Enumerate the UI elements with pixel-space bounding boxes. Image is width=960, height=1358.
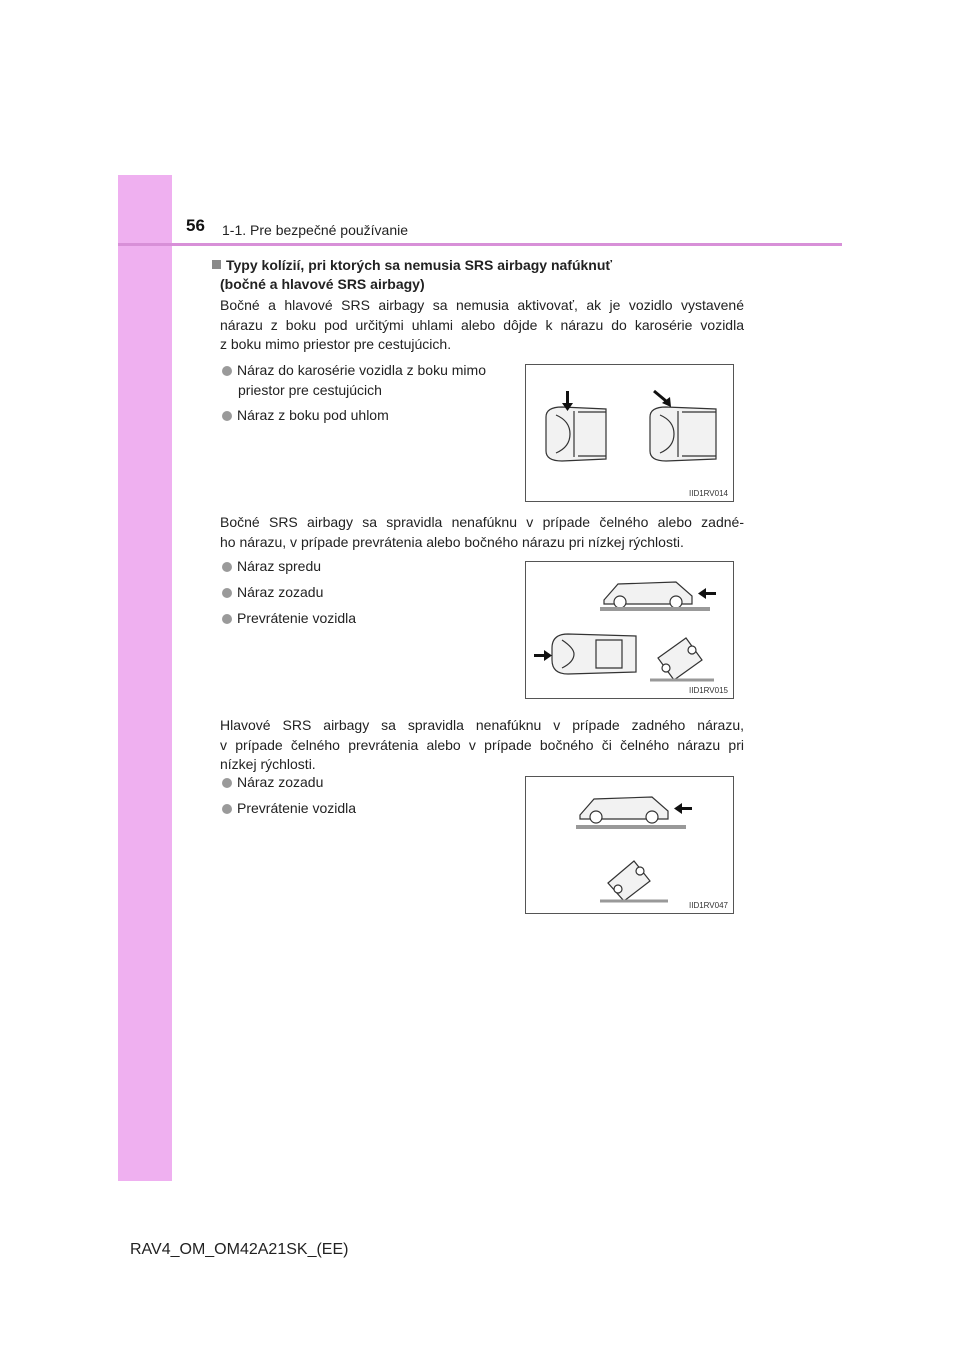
paragraph-side-head-airbags — [220, 296, 744, 355]
page-number: 56 — [186, 216, 205, 235]
list-item: Náraz zozadu — [222, 583, 323, 603]
bullet-dot-icon — [222, 804, 232, 814]
list-item: Prevrátenie vozidla — [222, 799, 356, 819]
list-item: Náraz z boku pod uhlom — [222, 406, 389, 426]
bullet-dot-icon — [222, 778, 232, 788]
paragraph-line: nárazu z boku pod určitými uhlami alebo dôjde k nárazu do karosérie vozidla — [220, 316, 744, 333]
paragraph-line: Bočné SRS airbagy sa spravidla nenafúknu v prípade čelného alebo zadné- — [220, 514, 744, 530]
car-top-view-illustration — [526, 365, 733, 501]
list-item: Náraz spredu — [222, 557, 321, 577]
heading-line-1: Typy kolízií, pri ktorých sa nemusia SRS airbagy nafúknuť — [226, 257, 613, 273]
car-collision-illustration — [526, 562, 733, 698]
figure-front-rear-rollover — [525, 561, 734, 699]
list-item: Náraz do karosérie vozidla z boku mimo priestor pre cestujúcich — [222, 361, 486, 400]
footer-doc-code: RAV4_OM_OM42A21SK_(EE) — [130, 1241, 349, 1258]
figure-code: IID1RV015 — [689, 686, 728, 695]
list-item: Náraz zozadu — [222, 773, 323, 793]
figure-code: IID1RV047 — [689, 901, 728, 910]
paragraph-line: z boku mimo priestor pre cestujúcich. — [220, 336, 452, 352]
bullet-dot-icon — [222, 411, 232, 421]
paragraph-line: v prípade čelného prevrátenia alebo v prípade bočného či čelného nárazu pri — [220, 736, 744, 753]
bullet-dot-icon — [222, 562, 232, 572]
side-tab-strip — [118, 175, 172, 1181]
car-rear-rollover-illustration — [526, 777, 733, 913]
paragraph-side-airbags — [220, 513, 744, 552]
bullet-dot-icon — [222, 614, 232, 624]
chapter-title: 1-1. Pre bezpečné používanie — [222, 222, 409, 238]
paragraph-line: nízkej rýchlosti. — [220, 756, 316, 772]
header-divider — [118, 243, 842, 246]
paragraph-line: ho nárazu, v prípade prevrátenia alebo bočného nárazu pri nízkej rýchlosti. — [220, 533, 684, 550]
heading-line-2: (bočné a hlavové SRS airbagy) — [220, 276, 425, 292]
bullet-dot-icon — [222, 588, 232, 598]
square-bullet-icon — [212, 260, 221, 269]
paragraph-head-airbags — [220, 716, 744, 775]
paragraph-line: Bočné a hlavové SRS airbagy sa nemusia aktivovať, ak je vozidlo vystavené — [220, 297, 744, 313]
list-item: Prevrátenie vozidla — [222, 609, 356, 629]
figure-side-impacts — [525, 364, 734, 502]
figure-rear-rollover — [525, 776, 734, 914]
paragraph-line: Hlavové SRS airbagy sa spravidla nenafúknu v prípade zadného nárazu, — [220, 717, 744, 733]
section-heading — [212, 256, 752, 294]
figure-code: IID1RV014 — [689, 489, 728, 498]
bullet-dot-icon — [222, 366, 232, 376]
